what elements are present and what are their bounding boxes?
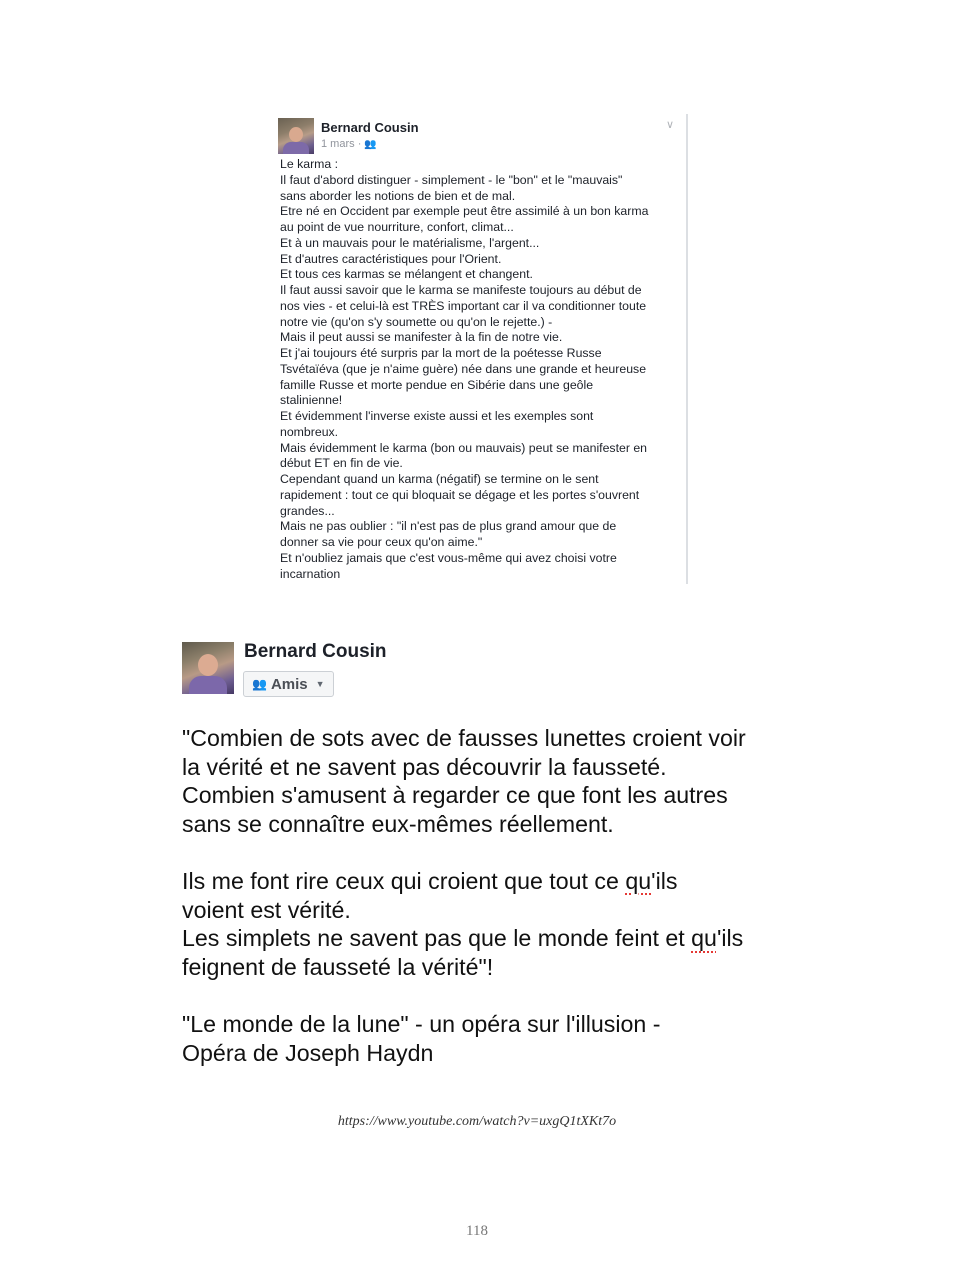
- quote-line: sans se connaître eux-mêmes réellement.: [182, 810, 614, 837]
- post-quote: [182, 724, 802, 1067]
- post-card-karma: [274, 114, 688, 584]
- caret-down-icon: ▼: [315, 679, 325, 689]
- meta-separator: ·: [357, 138, 362, 150]
- post-body: [280, 157, 680, 582]
- quote-line: Opéra de Joseph Haydn: [182, 1039, 434, 1066]
- avatar[interactable]: [182, 642, 234, 694]
- post-line: Mais évidemment le karma (bon ou mauvais) peut se manifester en: [280, 440, 648, 455]
- post-line: rapidement : tout ce qui bloquait se dégage et les portes s'ouvrent: [280, 487, 640, 502]
- audience-selector-button[interactable]: [243, 671, 334, 697]
- post-line: Et à un mauvais pour le matérialisme, l'argent...: [280, 235, 540, 250]
- post-line: sans aborder les notions de bien et de mal.: [280, 188, 516, 203]
- post-line: Il faut aussi savoir que le karma se manifeste toujours au début de: [280, 283, 642, 297]
- post-line: Le karma :: [280, 157, 339, 171]
- post-line: Mais ne pas oublier : "il n'est pas de plus grand amour que de: [280, 519, 617, 534]
- audience-label: Amis: [270, 675, 308, 693]
- quote-text: 'ils: [651, 867, 678, 894]
- post-line: Tsvétaïéva (que je n'aime guère) née dans une grande et heureuse: [280, 361, 647, 376]
- chevron-down-icon[interactable]: ∨: [666, 119, 675, 131]
- post-line: au point de vue nourriture, confort, climat...: [280, 220, 514, 234]
- page-number: 118: [466, 1223, 488, 1239]
- quote-text: Ils me font rire ceux qui croient que tout ce: [182, 867, 626, 894]
- post-line: Cependant quand un karma (négatif) se termine on le sent: [280, 472, 599, 486]
- post-date[interactable]: 1 mars: [321, 138, 355, 150]
- post-line: début ET en fin de vie.: [280, 456, 403, 471]
- quote-line: voient est vérité.: [182, 896, 351, 923]
- post-line: grandes...: [280, 503, 335, 518]
- avatar-shirt: [189, 676, 227, 694]
- post-meta: [321, 138, 376, 150]
- avatar-head: [289, 127, 303, 142]
- avatar[interactable]: [278, 118, 314, 154]
- post-line: famille Russe et morte pendue en Sibérie dans une geôle: [280, 377, 594, 392]
- spellcheck-flagged-word: qu: [625, 867, 652, 894]
- quote-text: 'ils: [716, 925, 744, 952]
- friends-icon: 👥: [252, 677, 265, 691]
- post-author[interactable]: Bernard Cousin: [244, 641, 387, 662]
- post-line: Et évidemment l'inverse existe aussi et les exemples sont: [280, 409, 594, 423]
- youtube-link[interactable]: https://www.youtube.com/watch?v=uxgQ1tXKt7o: [337, 1114, 617, 1129]
- spellcheck-flagged-word: qu: [691, 925, 717, 952]
- post-line: Mais il peut aussi se manifester à la fin de notre vie.: [280, 330, 563, 345]
- paragraph-gap: [182, 981, 802, 1010]
- post-line: incarnation: [280, 566, 341, 581]
- post-line: nos vies - et celui-là est TRÈS important car il va conditionner toute: [280, 298, 647, 313]
- post-author[interactable]: Bernard Cousin: [321, 120, 419, 135]
- post-line: donner sa vie pour ceux qu'on aime.": [280, 535, 483, 549]
- quote-line: "Combien de sots avec de fausses lunettes croient voir: [182, 725, 746, 751]
- avatar-head: [198, 654, 218, 676]
- post-line: Il faut d'abord distinguer - simplement - le "bon" et le "mauvais": [280, 172, 623, 187]
- post-line: Etre né en Occident par exemple peut être assimilé à un bon karma: [280, 204, 649, 219]
- quote-line: feignent de fausseté la vérité"!: [182, 953, 494, 980]
- post-line: Et d'autres caractéristiques pour l'Orient.: [280, 251, 502, 266]
- quote-line: [182, 924, 802, 953]
- quote-line: [182, 867, 802, 896]
- post-line: notre vie (qu'on s'y soumette ou qu'on le rejette.) -: [280, 314, 553, 329]
- paragraph-gap: [182, 838, 802, 867]
- avatar-shirt: [283, 142, 309, 154]
- quote-text: Les simplets ne savent pas que le monde feint et: [182, 925, 692, 952]
- friends-icon: 👥: [364, 139, 376, 150]
- post-line: Et tous ces karmas se mélangent et changent.: [280, 267, 533, 282]
- post-line: Et j'ai toujours été surpris par la mort de la poétesse Russe: [280, 346, 602, 360]
- post-line: nombreux.: [280, 424, 339, 439]
- quote-line: la vérité et ne savent pas découvrir la fausseté.: [182, 753, 667, 780]
- quote-line: Combien s'amusent à regarder ce que font les autres: [182, 782, 728, 809]
- post-line: Et n'oubliez jamais que c'est vous-même qui avez choisi votre: [280, 550, 617, 565]
- post-line: stalinienne!: [280, 393, 343, 408]
- quote-line: "Le monde de la lune" - un opéra sur l'illusion -: [182, 1010, 661, 1037]
